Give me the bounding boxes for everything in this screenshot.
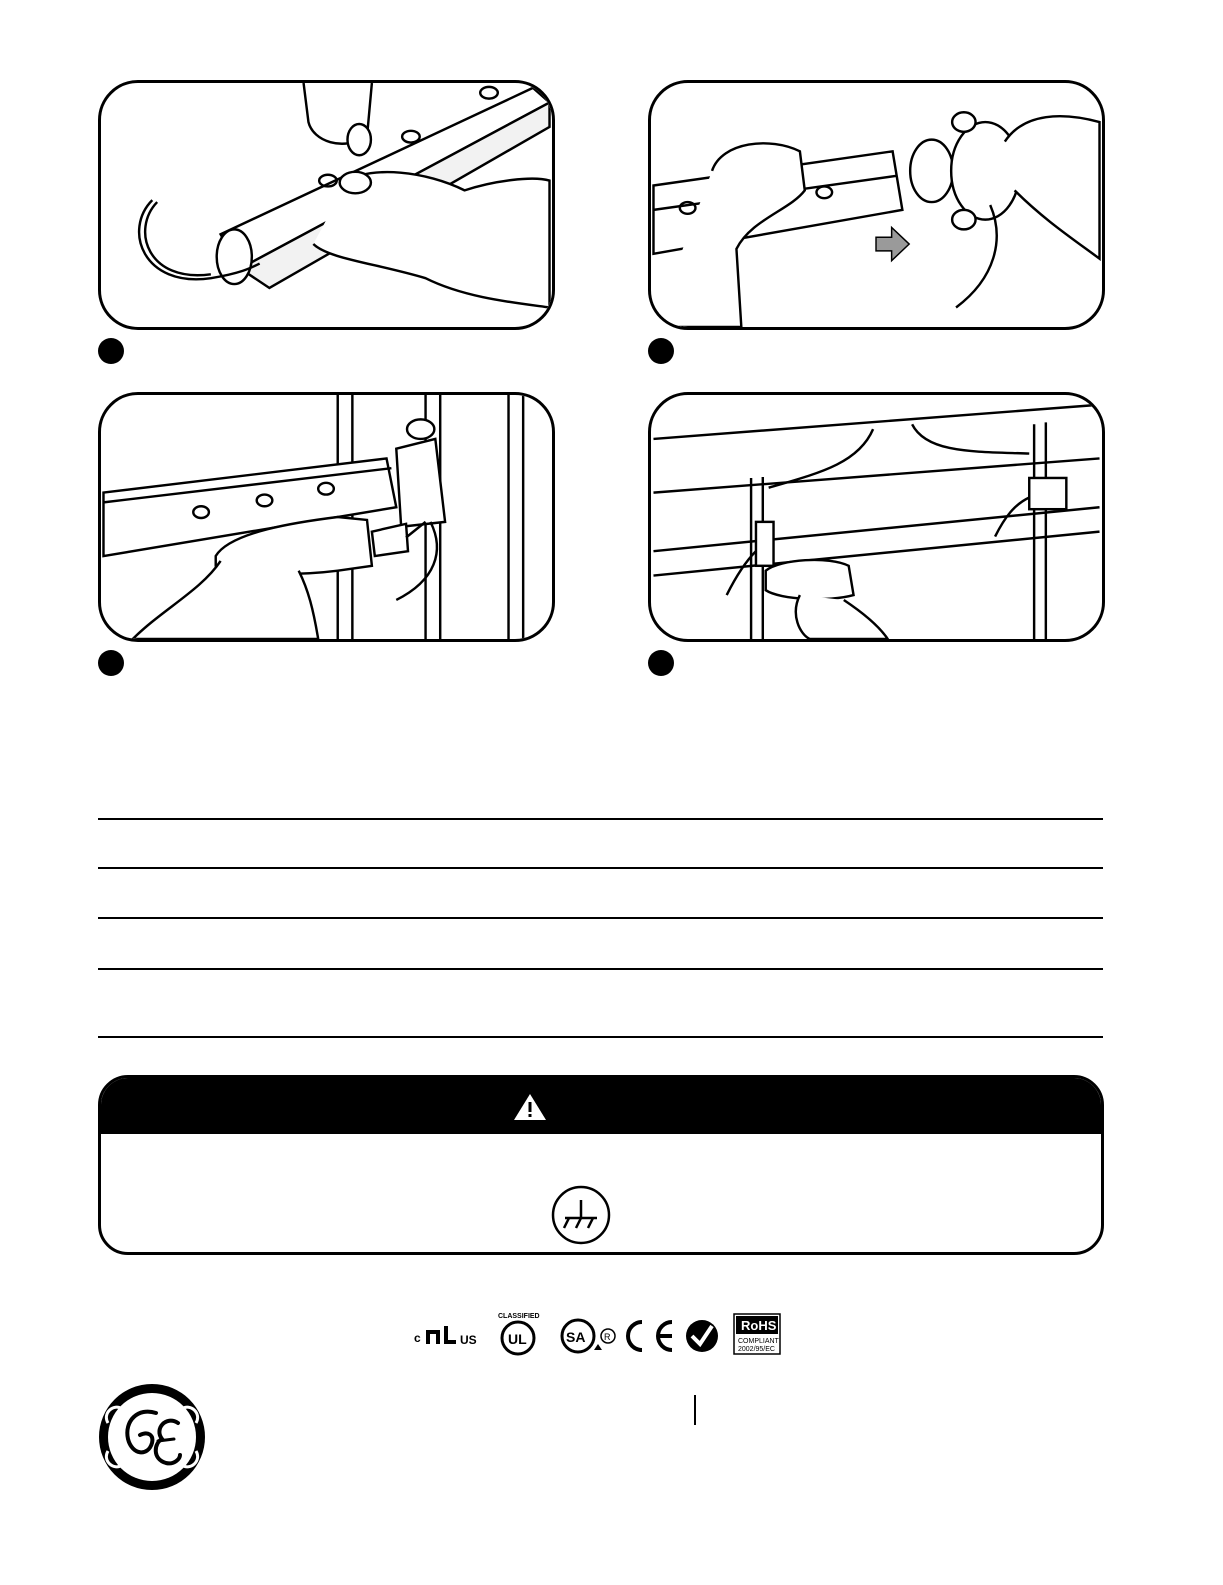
step-1-illustration <box>98 80 555 330</box>
svg-text:R: R <box>604 1332 611 1342</box>
svg-text:SA: SA <box>566 1329 586 1345</box>
table-rule-5 <box>98 1036 1103 1038</box>
warning-box <box>98 1075 1104 1255</box>
step-marker-3 <box>98 650 124 676</box>
svg-text:RoHS: RoHS <box>741 1318 777 1333</box>
step-marker-1 <box>98 338 124 364</box>
warning-triangle-icon <box>512 1092 548 1122</box>
fixture-with-wires-illustration <box>101 83 552 327</box>
ground-symbol-icon <box>550 1184 612 1246</box>
ge-logo <box>98 1383 206 1491</box>
step-2-illustration <box>648 80 1105 330</box>
table-rule-1 <box>98 818 1103 820</box>
rohs-mark-icon <box>734 1314 780 1354</box>
step-marker-4 <box>648 650 674 676</box>
csa-mark-icon <box>562 1320 615 1352</box>
end-cap-connection-illustration <box>651 83 1102 327</box>
table-rule-2 <box>98 867 1103 869</box>
ce-mark-icon <box>628 1322 672 1350</box>
direction-arrow-icon <box>876 227 909 260</box>
step-4-illustration <box>648 392 1105 642</box>
c-tick-mark-icon <box>686 1320 718 1352</box>
svg-text:2002/95/EC: 2002/95/EC <box>738 1346 775 1353</box>
step-3-illustration <box>98 392 555 642</box>
table-rule-4 <box>98 968 1103 970</box>
drill-mounting-illustration <box>101 395 552 639</box>
warning-header <box>101 1078 1101 1134</box>
culus-mark-icon <box>414 1326 477 1347</box>
ul-classified-mark-icon <box>498 1313 540 1354</box>
svg-text:CLASSIFIED: CLASSIFIED <box>498 1313 540 1320</box>
svg-text:UL: UL <box>508 1331 527 1347</box>
step-marker-2 <box>648 338 674 364</box>
svg-text:COMPLIANT: COMPLIANT <box>738 1338 779 1345</box>
certification-marks <box>410 1308 800 1358</box>
svg-text:US: US <box>460 1333 477 1347</box>
fixture-clip-installation-illustration <box>651 395 1102 639</box>
svg-text:c: c <box>414 1331 421 1345</box>
table-rule-3 <box>98 917 1103 919</box>
footer-divider <box>694 1395 696 1425</box>
